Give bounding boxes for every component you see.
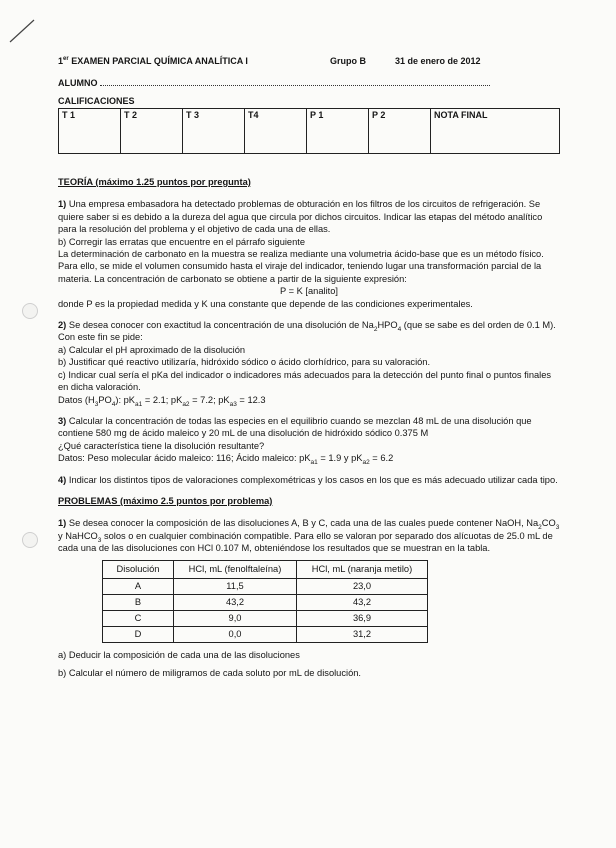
question-2b: b) Justificar qué reactivo utilizaría, hidróxido sódico o ácido clorhídrico, para su valoración. bbox=[58, 357, 431, 368]
question-1-formula: P = K [analito] bbox=[280, 286, 338, 297]
table-cell: 43,2 bbox=[297, 594, 428, 610]
grade-cell-p2[interactable]: P 2 bbox=[369, 109, 431, 154]
question-3-question: ¿Qué característica tiene la disolución resultante? bbox=[58, 440, 265, 451]
grades-table bbox=[58, 108, 560, 154]
exam-group: Grupo B bbox=[330, 56, 366, 66]
table-cell: 11,5 bbox=[174, 578, 297, 594]
problems-heading: PROBLEMAS (máximo 2.5 puntos por problema) bbox=[58, 495, 273, 506]
table-cell: 23,0 bbox=[297, 578, 428, 594]
question-2c: c) Indicar cual sería el pKa del indicador o indicadores más adecuados para la detección del punto final o puntos finales en dicha valoración. bbox=[58, 369, 552, 393]
pen-mark bbox=[4, 14, 44, 44]
punch-hole bbox=[22, 303, 38, 319]
table-header: HCl, mL (fenolftaleína) bbox=[174, 560, 297, 578]
table-row bbox=[103, 594, 428, 610]
question-1b: b) Corregir las erratas que encuentre en el párrafo siguiente bbox=[58, 236, 306, 247]
question-1-note: donde P es la propiedad medida y K una constante que depende de las condiciones experimentales. bbox=[58, 298, 473, 309]
table-header: Disolución bbox=[103, 560, 174, 578]
question-2-data: Datos $(H_3PO_4)$: $pK_{a1} = 2.1$; $pK_{a2} = 7.2$; $pK_{a3} = 12.3$ bbox=[58, 394, 266, 408]
question-3: 3) Calcular la concentración de todas las especies en el equilibrio cuando se mezclan 48 mL de una disolución que contiene 580 mg de ácido maleico y 20 mL de una disolución de hidróxido sódico 0.375 M bbox=[58, 415, 532, 439]
table-row bbox=[103, 578, 428, 594]
table-cell: 43,2 bbox=[174, 594, 297, 610]
grade-cell-t3[interactable]: T 3 bbox=[183, 109, 245, 154]
titration-table bbox=[102, 560, 428, 643]
problem-1a: a) Deducir la composición de cada una de las disoluciones bbox=[58, 649, 300, 660]
theory-heading: TEORÍA (máximo 1.25 puntos por pregunta) bbox=[58, 177, 251, 187]
question-4: 4) Indicar los distintos tipos de valoraciones complexométricas y los casos en los que es más adecuado utilizar cada tipo. bbox=[58, 474, 558, 485]
table-cell: 0,0 bbox=[174, 626, 297, 642]
question-3-data: Datos: Peso molecular ácido maleico: 116; Ácido maleico: $pK_{a1} = 1.9$ y $pK_{a2} = 6.2$ bbox=[58, 453, 394, 466]
exam-content bbox=[58, 176, 560, 679]
grade-cell-t1[interactable]: T 1 bbox=[59, 109, 121, 154]
exam-title: 1er EXAMEN PARCIAL QUÍMICA ANALÍTICA I bbox=[58, 56, 248, 66]
grade-cell-t4[interactable]: T4 bbox=[245, 109, 307, 154]
table-cell: A bbox=[103, 578, 174, 594]
table-cell: 36,9 bbox=[297, 610, 428, 626]
table-header-row bbox=[103, 560, 428, 578]
table-cell: 31,2 bbox=[297, 626, 428, 642]
table-cell: C bbox=[103, 610, 174, 626]
problem-1b: b) Calcular el número de miligramos de cada soluto por mL de disolución. bbox=[58, 667, 361, 678]
question-1-paragraph: La determinación de carbonato en la muestra se realiza mediante una volumetria ácido-base que es un método físico. Para ello, se mide el volumen consumido hasta el viraje del indicador, teniendo lugar una transformación parcial de la materia. La concentración de carbonato se obtiene a partir de la siguiente expresión: bbox=[58, 249, 544, 284]
exam-date: 31 de enero de 2012 bbox=[395, 56, 481, 66]
table-row bbox=[103, 626, 428, 642]
question-2a: a) Calcular el pH aproximado de la disolución bbox=[58, 344, 246, 355]
table-header: HCl, mL (naranja metilo) bbox=[297, 560, 428, 578]
table-row bbox=[103, 610, 428, 626]
problem-1: 1) Se desea conocer la composición de las disoluciones A, B y C, cada una de las cuales puede contener NaOH, $Na_2CO_3$ y NaHCO$_3$ solos o en cualquier combinación compatible. Para ello se valoran por separado dos alícuotas de 25.0 mL de cada una de las disoluciones con HCl 0.107 M, obteniéndose los resultados que se muestran en la tabla. bbox=[58, 518, 560, 554]
grade-cell-p1[interactable]: P 1 bbox=[307, 109, 369, 154]
table-cell: 9,0 bbox=[174, 610, 297, 626]
table-cell: D bbox=[103, 626, 174, 642]
question-2: 2) Se desea conocer con exactitud la concentración de una disolución de $Na_2HPO_4$ (que se sabe es del orden de 0.1 M). Con este fin se pide: bbox=[58, 320, 556, 343]
question-1: 1) Una empresa embasadora ha detectado problemas de obturación en los filtros de los circuitos de refrigeración. Se quiere saber si es debido a la dureza del agua que circula por dichos circuitos. Indicar las etapas del método analítico para la resolución del problema y el objetivo de cada una de ellas. bbox=[58, 199, 543, 235]
student-name-line[interactable]: ALUMNO bbox=[58, 78, 490, 88]
table-cell: B bbox=[103, 594, 174, 610]
grade-cell-t2[interactable]: T 2 bbox=[121, 109, 183, 154]
grade-cell-final[interactable]: NOTA FINAL bbox=[431, 109, 560, 154]
grades-title: CALIFICACIONES bbox=[58, 96, 135, 106]
punch-hole bbox=[22, 532, 38, 548]
